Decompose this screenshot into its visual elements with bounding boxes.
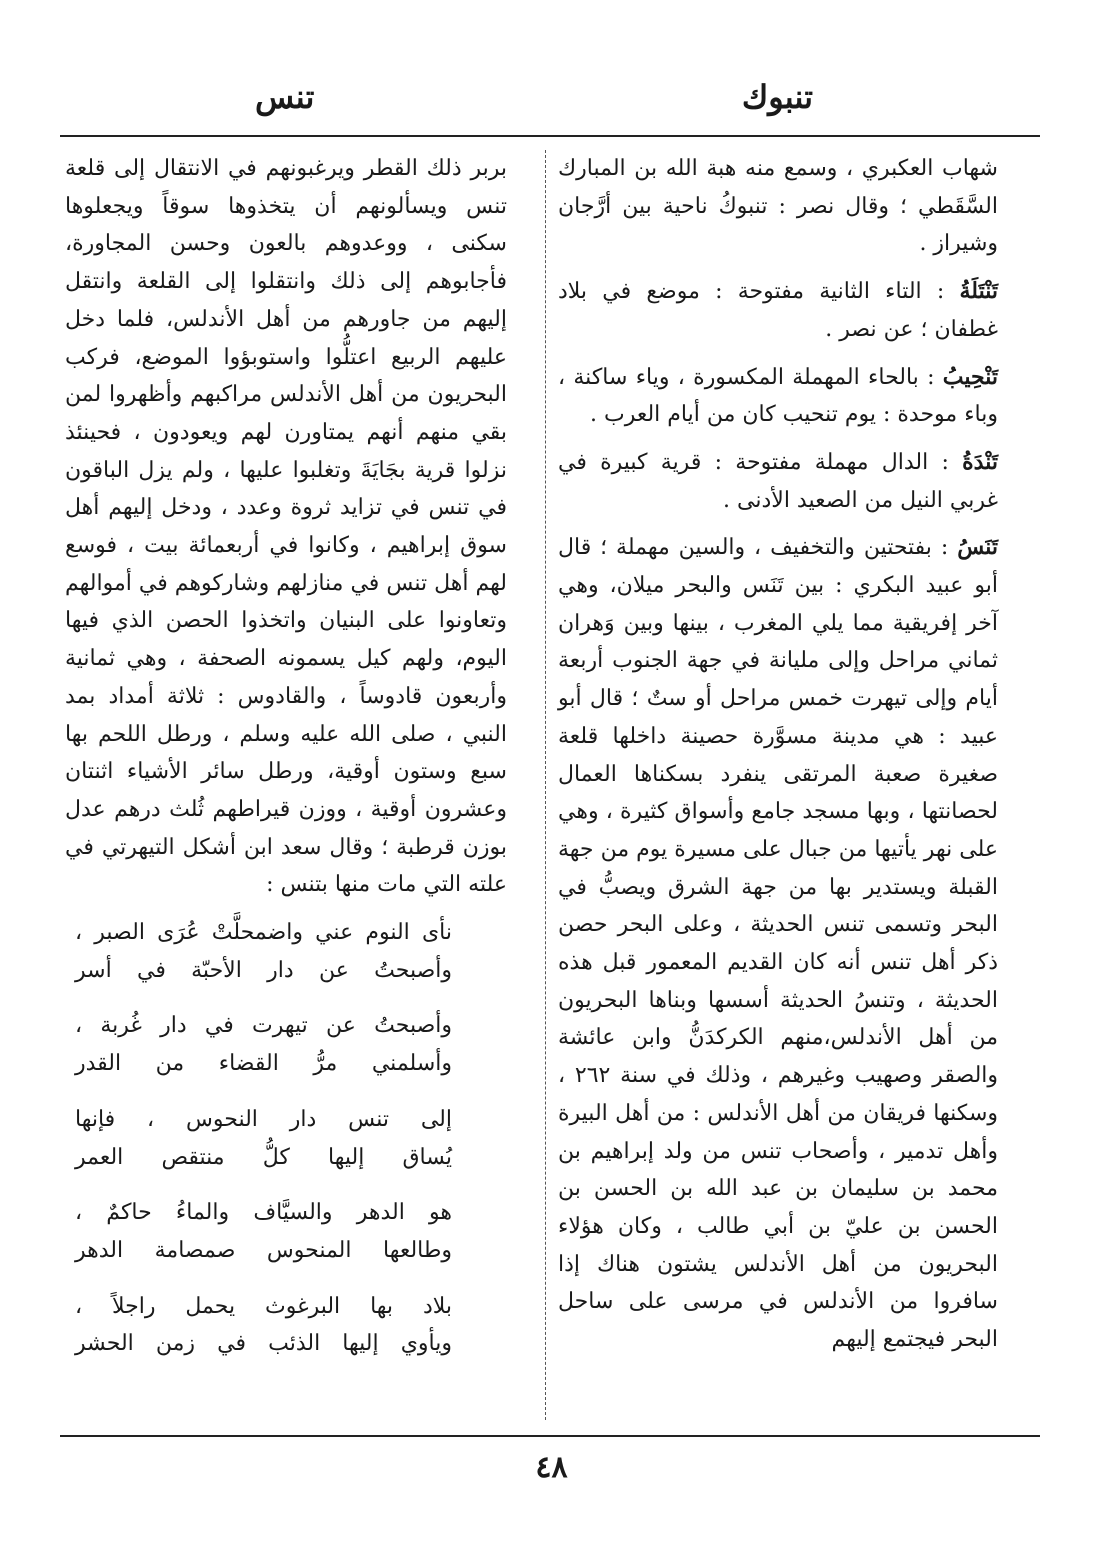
verse-second-hemistich: وأسلمني مرُّ القضاء من القدر: [75, 1051, 452, 1077]
entry-text: : التاء الثانية مفتوحة : موضع في بلاد غطفان ؛ عن نصر .: [558, 279, 998, 342]
entry-text: بربر ذلك القطر ويرغبونهم في الانتقال إلى قلعة تنس ويسألونهم أن يتخذوها سوقاً ويجعلوها سكنى ، ووعدوهم بالعون وحسن المجاورة، فأجابوهم إلى ذلك وانتقلوا إلى القلعة وانتقل إليهم من جاورهم من أهل الأندلس، فلما دخل عليهم الربيع اعتلُّوا واستوبؤوا الموضع، فركب البحريون من أهل الأندلس مراكبهم وأظهروا لمن بقي منهم أنهم يمتاورن لهم ويعودون ، فحينئذ نزلوا قرية بجَايَةَ وتغلبوا عليها ، ولم يزل الباقون في تنس في تزايد ثروة وعدد ، ودخل إليهم أهل سوق إبراهيم ، وكانوا في أربعمائة بيت ، فوسع لهم أهل تنس في منازلهم وشاركوهم في أموالهم وتعاونوا على البنيان واتخذوا الحصن الذي فيها اليوم، ولهم كيل يسمونه الصحفة ، وهي ثمانية وأربعون قادوساً ، والقادوس : ثلاثة أمداد بمد النبي ، صلى الله عليه وسلم ، ورطل اللحم بها سبع وستون أوقية، ورطل سائر الأشياء اثنتان وعشرون أوقية ، ووزن قيراطهم ثُلث درهم عدل بوزن قرطبة ؛ وقال سعد ابن أشكل التيهرتي في علته التي مات منها بتنس :: [65, 156, 507, 898]
column-divider: [545, 150, 546, 1420]
verse-first-hemistich: بلاد بها البرغوث يحمل راجلاً ،: [75, 1293, 452, 1319]
entry-tanas: [558, 529, 998, 1358]
verse-second-hemistich: وطالعها المنحوس صمصامة الدهر: [75, 1237, 452, 1263]
verse-line: [65, 1194, 507, 1269]
verse-first-hemistich: وأصبحتُ عن تيهرت في دار غُربة ،: [75, 1013, 452, 1039]
entry-continuation: [558, 150, 998, 263]
entry-text: شهاب العكبري ، وسمع منه هبة الله بن المبارك السَّقَطي ؛ وقال نصر : تنبوكُ ناحية بين أرَّجان وشيراز .: [558, 156, 998, 257]
verse-line: [65, 1007, 507, 1082]
headword: تَنْتَلَةُ: [959, 278, 998, 305]
entry-tanhib: [558, 359, 998, 434]
verse-line: [65, 1101, 507, 1176]
entry-text: : بفتحتين والتخفيف ، والسين مهملة ؛ قال أبو عبيد البكري : بين تَنَس والبحر ميلان، وهي آخر إفريقية مما يلي المغرب ، بينها وبين وَهران ثماني مراحل وإلى مليانة في جهة الجنوب أربعة أيام وإلى تيهرت خمس مراحل أو ستٌ ؛ قال أبو عبيد : هي مدينة مسوَّرة حصينة داخلها قلعة صغيرة صعبة المرتقى ينفرد بسكناها العمال لحصانتها ، وبها مسجد جامع وأسواق كثيرة ، وهي على نهر يأتيها من جبال على مسيرة يوم من جهة القبلة ويستدير بها من جهة الشرق ويصبُّ في البحر وتسمى تنس الحديثة ، وعلى البحر حصن ذكر أهل تنس أنه كان القديم المعمور قبل هذه الحديثة ، وتنسُ الحديثة أسسها وبناها البحريون من أهل الأندلس،منهم الكركدَنُّ وابن عائشة والصقر وصهيب وغيرهم ، وذلك في سنة ٢٦٢ ، وسكنها فريقان من أهل الأندلس : من أهل البيرة وأهل تدمير ، وأصحاب تنس من ولد إبراهيم بن محمد بن سليمان بن عبد الله بن الحسن بن الحسن بن عليّ بن أبي طالب ، وكان هؤلاء البحريون من أهل الأندلس يشتون هناك إذا سافروا من الأندلس في مرسى على ساحل البحر فيجتمع إليهم: [558, 535, 999, 1353]
running-head-left: تنس: [255, 78, 315, 116]
top-rule: [60, 135, 1040, 137]
page-number: ٤٨: [535, 1450, 568, 1485]
verse-second-hemistich: وأصبحتُ عن دار الأحبّة في أسر: [75, 957, 452, 983]
left-column: [65, 150, 507, 1381]
headword: تَنْحِيبُ: [942, 363, 998, 390]
verse-first-hemistich: إلى تنس دار النحوس ، فإنها: [75, 1106, 452, 1132]
entry-tanas-continued: [65, 150, 507, 904]
bottom-rule: [60, 1435, 1040, 1437]
verse-first-hemistich: نأى النوم عني واضمحلَّتْ عُرَى الصبر ،: [75, 920, 452, 946]
verse-first-hemistich: هو الدهر والسيَّاف والماءُ حاكمٌ ،: [75, 1200, 452, 1226]
entry-text: : بالحاء المهملة المكسورة ، وياء ساكنة ، وباء موحدة : يوم تنحيب كان من أيام العرب .: [558, 364, 998, 428]
verse-line: [65, 914, 507, 989]
entry-text: : الدال مهملة مفتوحة : قرية كبيرة في غربي النيل من الصعيد الأدنى .: [558, 449, 998, 513]
entry-tanda: [558, 444, 998, 519]
entry-tantala: [558, 273, 998, 348]
right-column: [558, 150, 998, 1369]
verse-second-hemistich: يُساق إليها كلُّ منتقص العمر: [75, 1144, 452, 1170]
verse-second-hemistich: ويأوي إليها الذئب في زمن الحشر: [75, 1331, 452, 1357]
headword: تَنْدَةُ: [962, 448, 998, 475]
headword: تَنَسُ: [957, 534, 998, 561]
verse-line: [65, 1288, 507, 1363]
running-head-right: تنبوك: [741, 78, 813, 116]
